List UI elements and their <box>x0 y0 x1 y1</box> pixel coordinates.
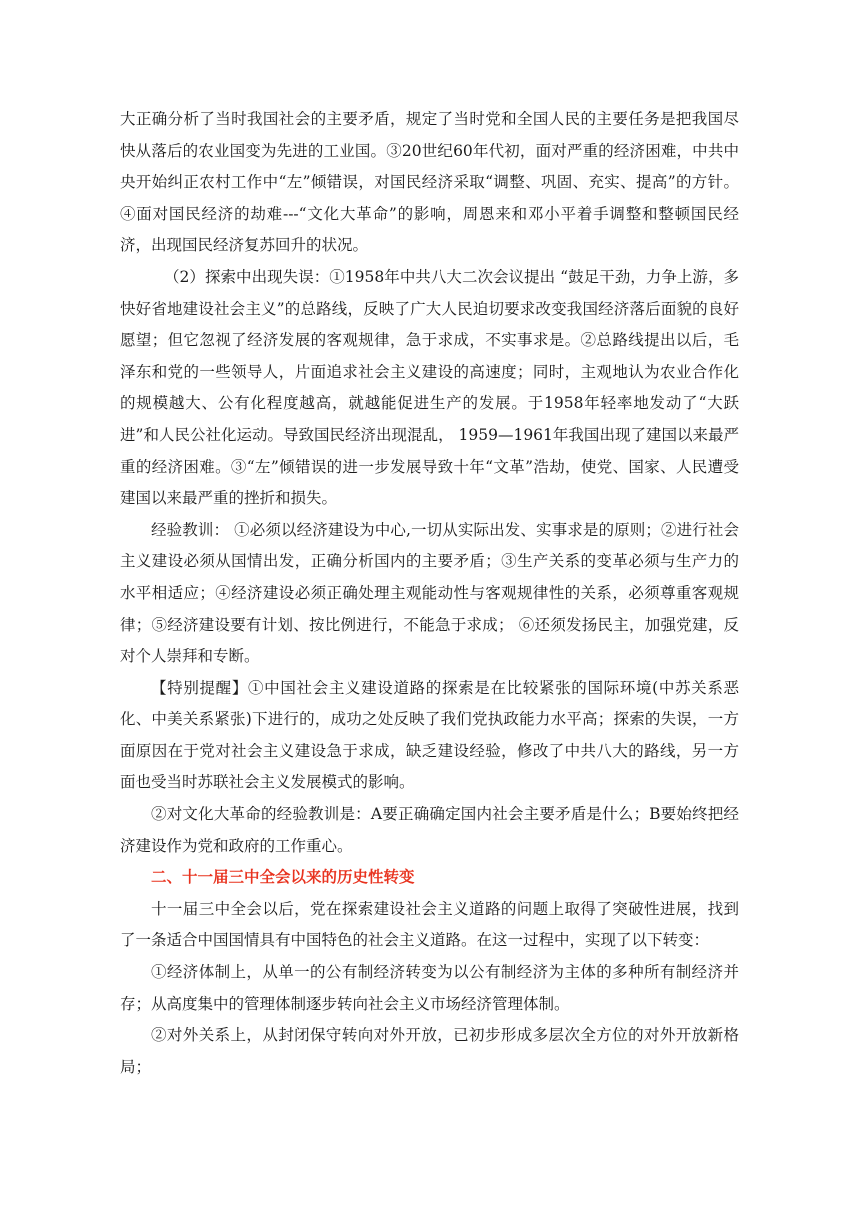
paragraph-economic-system: ①经济体制上，从单一的公有制经济转变为以公有制经济为主体的多种所有制经济并存；从高度集中的管理体制逐步转向社会主义市场经济管理体制。 <box>120 963 739 1013</box>
paragraph-continuation: 大正确分析了当时我国社会的主要矛盾，规定了当时党和全国人民的主要任务是把我国尽快从落后的农业国变为先进的工业国。③20世纪60年代初，面对严重的经济困难，中共中央开始纠正农村工作中“左”倾错误，对国民经济采取“调整、巩固、充实、提高”的方针。④面对国民经济的劫难---“文化大革命”的影响，周恩来和邓小平着手调整和整顿国民经济，出现国民经济复苏回升的状况。 <box>120 110 739 255</box>
section-heading: 二、十一届三中全会以来的历史性转变 <box>151 868 415 887</box>
document-body <box>120 104 739 1083</box>
paragraph-cultural-revolution-lessons: ②对文化大革命的经验教训是：A要正确确定国内社会主要矛盾是什么；B要始终把经济建设作为党和政府的工作重心。 <box>120 805 739 855</box>
paragraph-exploration-mistakes: （2）探索中出现失误：①1958年中共八大二次会议提出 “鼓足干劲，力争上游，多快好省地建设社会主义”的总路线，反映了广大人民迫切要求改变我国经济落后面貌的良好愿望；但它忽视了经济发展的客观规律，急于求成，不实事求是。②总路线提出以后，毛泽东和党的一些领导人，片面追求社会主义建设的高速度；同时，主观地认为农业合作化的规模越大、公有化程度越高，就越能促进生产的发展。于1958年轻率地发动了“大跃进”和人民公社化运动。导致国民经济出现混乱， 1959—1961年我国出现了建国以来最严重的经济困难。③“左”倾错误的进一步发展导致十年“文革”浩劫，使党、国家、人民遭受建国以来最严重的挫折和损失。 <box>120 267 739 508</box>
paragraph-third-plenum: 十一届三中全会以后，党在探索建设社会主义道路的问题上取得了突破性进展，找到了一条适合中国国情具有中国特色的社会主义道路。在这一过程中，实现了以下转变： <box>120 899 739 950</box>
paragraph-special-reminder: 【特别提醒】①中国社会主义建设道路的探索是在比较紧张的国际环境(中苏关系恶化、中美关系紧张)下进行的，成功之处反映了我们党执政能力水平高；探索的失误，一方面原因在于党对社会主义建设急于求成，缺乏建设经验，修改了中共八大的路线，另一方面也受当时苏联社会主义发展模式的影响。 <box>120 678 739 792</box>
paragraph-lessons: 经验教训： ①必须以经济建设为中心,一切从实际出发、实事求是的原则；②进行社会主义建设必须从国情出发，正确分析国内的主要矛盾；③生产关系的变革必须与生产力的水平相适应；④经济建设必须正确处理主观能动性与客观规律性的关系，必须尊重客观规律；⑤经济建设要有计划、按比例进行，不能急于求成； ⑥还须发扬民主，加强党建，反对个人崇拜和专断。 <box>120 520 739 666</box>
paragraph-foreign-relations: ②对外关系上，从封闭保守转向对外开放，已初步形成多层次全方位的对外开放新格局； <box>120 1026 739 1076</box>
